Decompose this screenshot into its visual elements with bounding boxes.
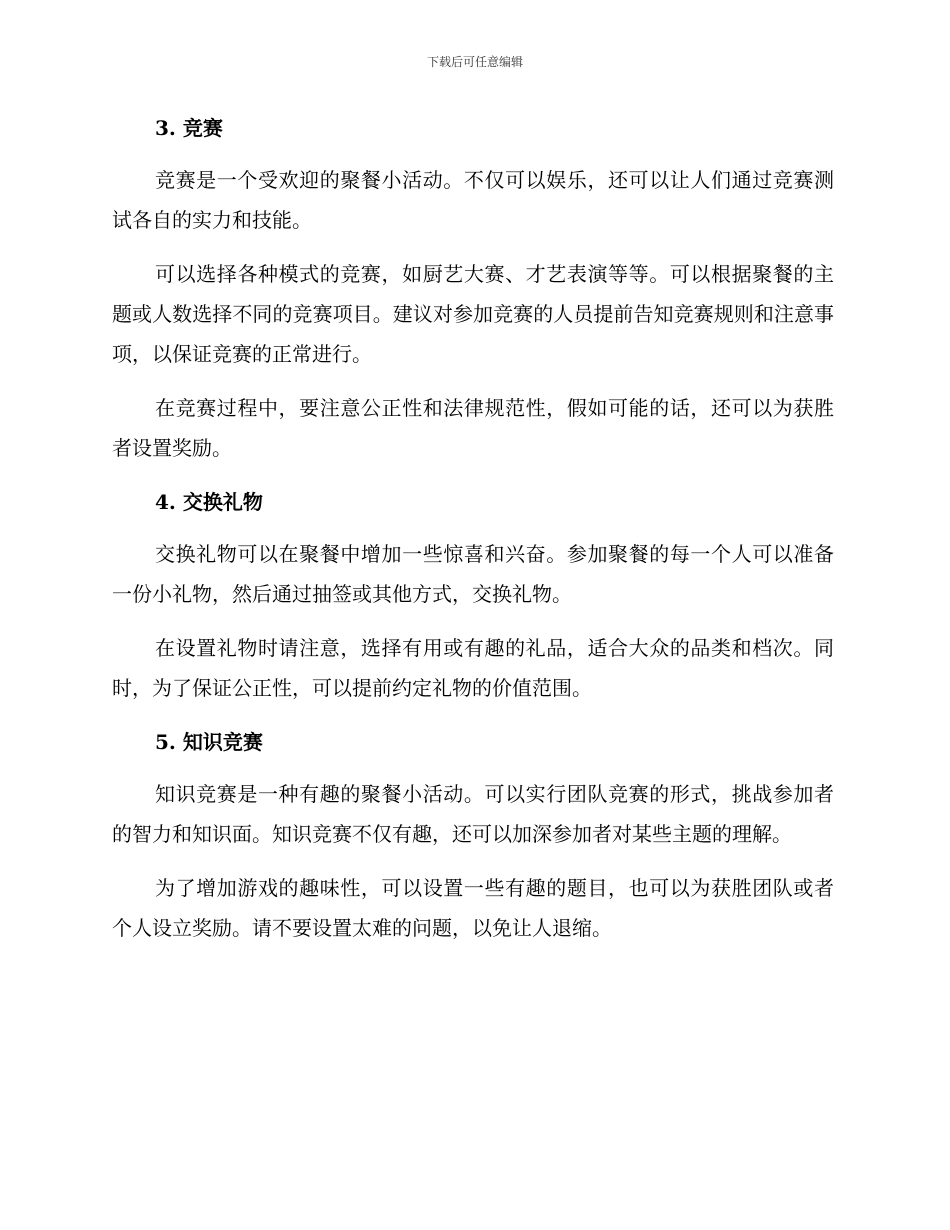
document-body: [112, 108, 834, 962]
paragraph: 知识竞赛是一种有趣的聚餐小活动。可以实行团队竞赛的形式，挑战参加者的智力和知识面。知识竞赛不仅有趣，还可以加深参加者对某些主题的理解。: [112, 782, 834, 846]
paragraph: 可以选择各种模式的竞赛，如厨艺大赛、才艺表演等等。可以根据聚餐的主题或人数选择不同的竞赛项目。建议对参加竞赛的人员提前告知竞赛规则和注意事项，以保证竞赛的正常进行。: [112, 262, 834, 366]
section-heading: 5. 知识竞赛: [155, 730, 263, 754]
section-competition: [112, 108, 834, 468]
section-heading: 3. 竞赛: [155, 116, 223, 140]
paragraph: 在设置礼物时请注意，选择有用或有趣的礼品，适合大众的品类和档次。同时，为了保证公正性，可以提前约定礼物的价值范围。: [112, 636, 834, 700]
paragraph: 在竞赛过程中，要注意公正性和法律规范性，假如可能的话，还可以为获胜者设置奖励。: [112, 396, 834, 460]
paragraph: 交换礼物可以在聚餐中增加一些惊喜和兴奋。参加聚餐的每一个人可以准备一份小礼物，然后通过抽签或其他方式，交换礼物。: [112, 542, 834, 606]
section-heading: 4. 交换礼物: [155, 490, 263, 514]
page-header: 下载后可任意编辑: [426, 55, 523, 69]
paragraph: 为了增加游戏的趣味性，可以设置一些有趣的题目，也可以为获胜团队或者个人设立奖励。请不要设置太难的问题，以免让人退缩。: [112, 876, 834, 940]
paragraph: 竞赛是一个受欢迎的聚餐小活动。不仅可以娱乐，还可以让人们通过竞赛测试各自的实力和技能。: [112, 168, 834, 232]
section-gift-exchange: [112, 482, 834, 708]
section-knowledge-quiz: [112, 722, 834, 948]
